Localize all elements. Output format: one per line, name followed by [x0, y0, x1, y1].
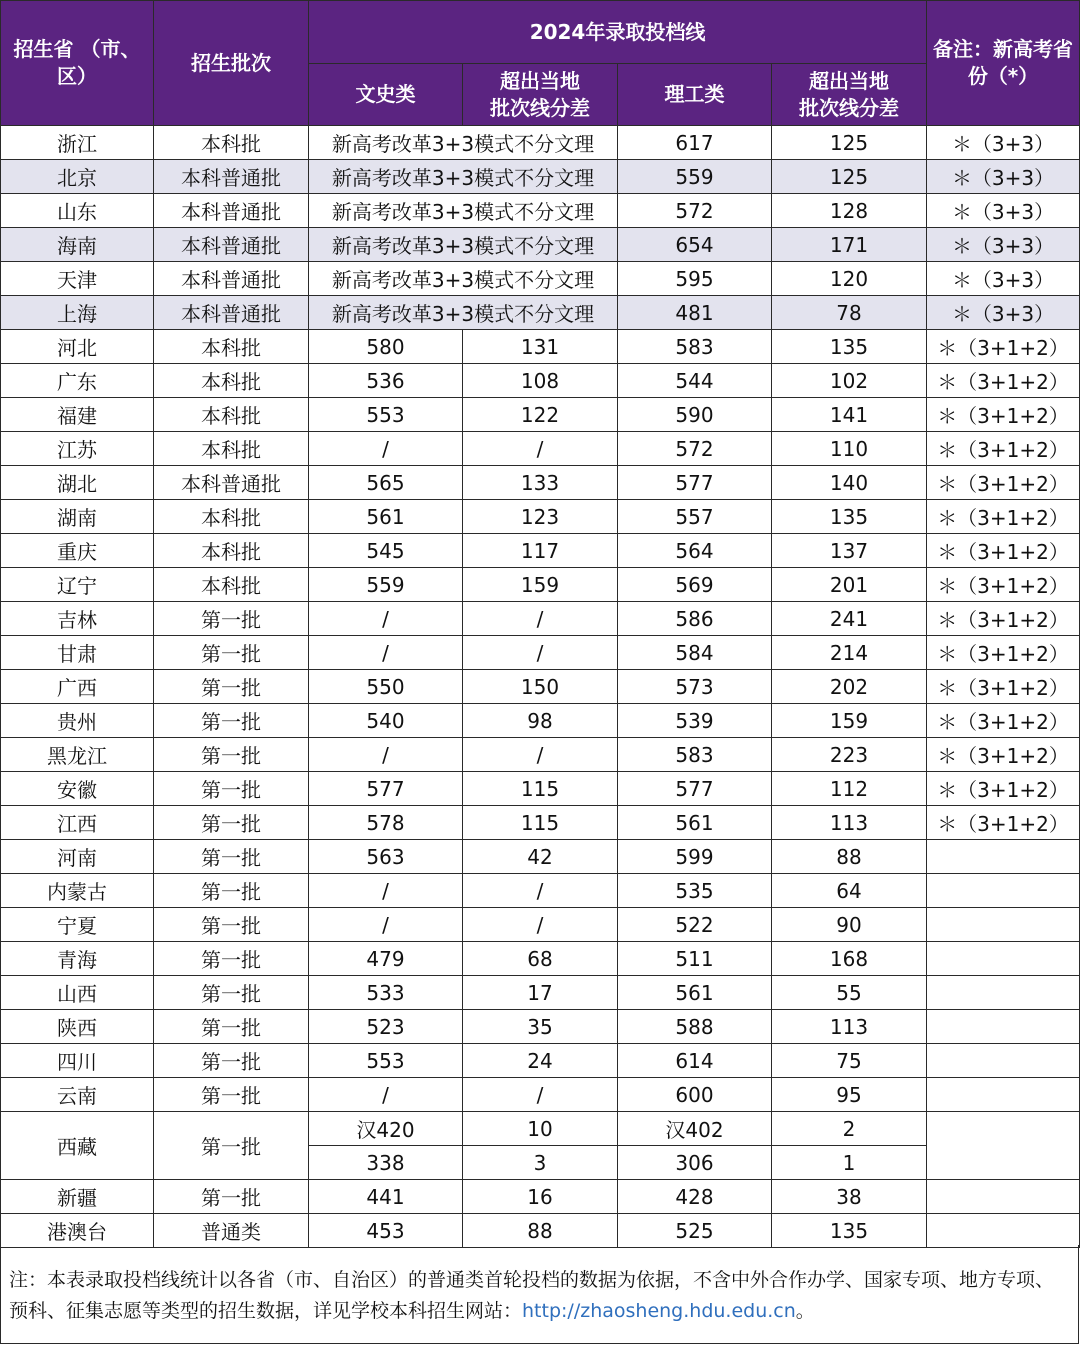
merged-liberal-cell: 新高考改革3+3模式不分文理: [309, 228, 618, 262]
province-cell: 江西: [1, 806, 154, 840]
remark-cell: [927, 908, 1080, 942]
province-cell: 山东: [1, 194, 154, 228]
table-row: [1, 908, 1080, 942]
batch-cell: 第一批: [154, 1180, 309, 1214]
remark-cell: ＊（3+3）: [927, 194, 1080, 228]
remark-cell: ＊（3+3）: [927, 160, 1080, 194]
table-row: [1, 942, 1080, 976]
science-diff-cell: 112: [772, 772, 927, 806]
remark-cell: [927, 1010, 1080, 1044]
province-cell: 河南: [1, 840, 154, 874]
batch-cell: 第一批: [154, 874, 309, 908]
liberal-score-cell: 545: [309, 534, 463, 568]
table-row: [1, 670, 1080, 704]
science-score-cell: 428: [618, 1180, 772, 1214]
science-score-cell: 577: [618, 466, 772, 500]
merged-liberal-cell: 新高考改革3+3模式不分文理: [309, 296, 618, 330]
batch-cell: 第一批: [154, 908, 309, 942]
table-row: [1, 228, 1080, 262]
science-score-cell: 572: [618, 432, 772, 466]
batch-cell: 第一批: [154, 704, 309, 738]
science-score-cell: 522: [618, 908, 772, 942]
header-province: 招生省 （市、区）: [1, 1, 154, 126]
science-score-cell: 654: [618, 228, 772, 262]
science-diff-cell: 78: [772, 296, 927, 330]
liberal-diff-cell: 35: [463, 1010, 618, 1044]
liberal-score-cell: 561: [309, 500, 463, 534]
province-cell: 广西: [1, 670, 154, 704]
science-score-cell: 614: [618, 1044, 772, 1078]
science-diff-cell: 140: [772, 466, 927, 500]
batch-cell: 本科批: [154, 126, 309, 160]
liberal-score-cell: 563: [309, 840, 463, 874]
science-score-cell: 600: [618, 1078, 772, 1112]
science-diff-cell: 201: [772, 568, 927, 602]
province-cell: 上海: [1, 296, 154, 330]
science-score-cell: 590: [618, 398, 772, 432]
remark-cell: ＊（3+1+2）: [927, 534, 1080, 568]
table-row: [1, 1044, 1080, 1078]
liberal-score-cell: 479: [309, 942, 463, 976]
batch-cell: 本科批: [154, 330, 309, 364]
header-remark: 备注：新高考省份（*）: [927, 1, 1080, 126]
liberal-score-cell: /: [309, 1078, 463, 1112]
province-cell: 新疆: [1, 1180, 154, 1214]
remark-cell: ＊（3+1+2）: [927, 772, 1080, 806]
liberal-score-cell: 441: [309, 1180, 463, 1214]
science-diff-cell: 125: [772, 160, 927, 194]
liberal-diff-cell: 16: [463, 1180, 618, 1214]
science-score-cell: 595: [618, 262, 772, 296]
science-diff-cell: 75: [772, 1044, 927, 1078]
science-diff-cell: 135: [772, 1214, 927, 1248]
science-diff-cell: 171: [772, 228, 927, 262]
science-diff-cell: 1: [772, 1146, 927, 1180]
table-row: [1, 126, 1080, 160]
province-cell: 天津: [1, 262, 154, 296]
batch-cell: 第一批: [154, 806, 309, 840]
province-cell: 山西: [1, 976, 154, 1010]
remark-cell: ＊（3+3）: [927, 296, 1080, 330]
batch-cell: 本科普通批: [154, 296, 309, 330]
liberal-diff-cell: 42: [463, 840, 618, 874]
table-row: [1, 364, 1080, 398]
remark-cell: ＊（3+3）: [927, 126, 1080, 160]
science-score-cell: 617: [618, 126, 772, 160]
science-diff-cell: 113: [772, 1010, 927, 1044]
science-score-cell: 586: [618, 602, 772, 636]
remark-cell: [927, 976, 1080, 1010]
remark-cell: ＊（3+1+2）: [927, 602, 1080, 636]
province-cell: 西藏: [1, 1112, 154, 1180]
table-row: [1, 262, 1080, 296]
table-row: [1, 1214, 1080, 1248]
table-row: [1, 806, 1080, 840]
remark-cell: [927, 840, 1080, 874]
liberal-score-cell: 565: [309, 466, 463, 500]
remark-cell: [927, 1112, 1080, 1180]
science-diff-cell: 110: [772, 432, 927, 466]
science-score-cell: 525: [618, 1214, 772, 1248]
science-diff-cell: 128: [772, 194, 927, 228]
table-row: [1, 602, 1080, 636]
batch-cell: 第一批: [154, 670, 309, 704]
liberal-score-cell: /: [309, 602, 463, 636]
remark-cell: ＊（3+1+2）: [927, 704, 1080, 738]
science-diff-cell: 214: [772, 636, 927, 670]
remark-cell: ＊（3+1+2）: [927, 364, 1080, 398]
table-body: [1, 126, 1080, 1248]
science-diff-cell: 90: [772, 908, 927, 942]
science-score-cell: 564: [618, 534, 772, 568]
liberal-diff-cell: 131: [463, 330, 618, 364]
header-science-diff: 超出当地 批次线分差: [772, 64, 927, 126]
science-score-cell: 588: [618, 1010, 772, 1044]
province-cell: 吉林: [1, 602, 154, 636]
batch-cell: 第一批: [154, 1044, 309, 1078]
province-cell: 港澳台: [1, 1214, 154, 1248]
table-header: [1, 1, 1080, 126]
batch-cell: 本科普通批: [154, 228, 309, 262]
table-row: [1, 772, 1080, 806]
remark-cell: ＊（3+3）: [927, 262, 1080, 296]
table-row: [1, 1078, 1080, 1112]
science-diff-cell: 102: [772, 364, 927, 398]
liberal-score-cell: /: [309, 908, 463, 942]
science-diff-cell: 64: [772, 874, 927, 908]
footnote-tail: 。: [795, 1300, 815, 1322]
table-row: [1, 1010, 1080, 1044]
liberal-score-cell: /: [309, 636, 463, 670]
province-cell: 甘肃: [1, 636, 154, 670]
table-row: [1, 160, 1080, 194]
admissions-website-link[interactable]: http://zhaosheng.hdu.edu.cn: [522, 1300, 796, 1322]
liberal-score-cell: 533: [309, 976, 463, 1010]
liberal-score-cell: 578: [309, 806, 463, 840]
batch-cell: 本科批: [154, 432, 309, 466]
remark-cell: ＊（3+1+2）: [927, 330, 1080, 364]
remark-cell: [927, 1078, 1080, 1112]
liberal-score-cell: 453: [309, 1214, 463, 1248]
batch-cell: 普通类: [154, 1214, 309, 1248]
batch-cell: 第一批: [154, 1010, 309, 1044]
table-row: [1, 330, 1080, 364]
science-score-cell: 584: [618, 636, 772, 670]
batch-cell: 本科批: [154, 398, 309, 432]
batch-cell: 本科普通批: [154, 160, 309, 194]
liberal-diff-cell: 68: [463, 942, 618, 976]
table-row: [1, 704, 1080, 738]
science-diff-cell: 223: [772, 738, 927, 772]
remark-cell: [927, 942, 1080, 976]
province-cell: 海南: [1, 228, 154, 262]
remark-cell: ＊（3+1+2）: [927, 738, 1080, 772]
science-diff-cell: 113: [772, 806, 927, 840]
province-cell: 云南: [1, 1078, 154, 1112]
science-score-cell: 汉402: [618, 1112, 772, 1146]
science-diff-cell: 241: [772, 602, 927, 636]
header-year-title: 2024年录取投档线: [309, 1, 927, 64]
liberal-diff-cell: 123: [463, 500, 618, 534]
remark-cell: ＊（3+1+2）: [927, 466, 1080, 500]
remark-cell: [927, 1044, 1080, 1078]
science-diff-cell: 88: [772, 840, 927, 874]
liberal-diff-cell: /: [463, 602, 618, 636]
liberal-score-cell: 540: [309, 704, 463, 738]
science-score-cell: 544: [618, 364, 772, 398]
province-cell: 北京: [1, 160, 154, 194]
remark-cell: ＊（3+1+2）: [927, 432, 1080, 466]
liberal-diff-cell: /: [463, 874, 618, 908]
science-score-cell: 583: [618, 330, 772, 364]
liberal-diff-cell: 115: [463, 772, 618, 806]
science-score-cell: 535: [618, 874, 772, 908]
science-score-cell: 306: [618, 1146, 772, 1180]
footnote-text: 注：本表录取投档线统计以各省（市、自治区）的普通类首轮投档的数据为依据，不含中外合作办学、国家专项、地方专项、预科、征集志愿等类型的招生数据，详见学校本科招生网站：: [9, 1269, 1055, 1322]
science-diff-cell: 135: [772, 330, 927, 364]
liberal-score-cell: /: [309, 874, 463, 908]
science-score-cell: 573: [618, 670, 772, 704]
merged-liberal-cell: 新高考改革3+3模式不分文理: [309, 160, 618, 194]
table-row: [1, 466, 1080, 500]
science-diff-cell: 137: [772, 534, 927, 568]
table-row: [1, 296, 1080, 330]
science-diff-cell: 125: [772, 126, 927, 160]
remark-cell: ＊（3+1+2）: [927, 806, 1080, 840]
remark-cell: ＊（3+3）: [927, 228, 1080, 262]
batch-cell: 第一批: [154, 1078, 309, 1112]
batch-cell: 第一批: [154, 772, 309, 806]
science-score-cell: 539: [618, 704, 772, 738]
remark-cell: ＊（3+1+2）: [927, 398, 1080, 432]
remark-cell: [927, 1180, 1080, 1214]
province-cell: 湖北: [1, 466, 154, 500]
table-row: [1, 976, 1080, 1010]
liberal-score-cell: 汉420: [309, 1112, 463, 1146]
batch-cell: 本科批: [154, 568, 309, 602]
liberal-diff-cell: 24: [463, 1044, 618, 1078]
liberal-diff-cell: 115: [463, 806, 618, 840]
province-cell: 重庆: [1, 534, 154, 568]
province-cell: 四川: [1, 1044, 154, 1078]
liberal-diff-cell: /: [463, 738, 618, 772]
science-diff-cell: 141: [772, 398, 927, 432]
batch-cell: 第一批: [154, 942, 309, 976]
province-cell: 河北: [1, 330, 154, 364]
liberal-score-cell: 559: [309, 568, 463, 602]
science-score-cell: 481: [618, 296, 772, 330]
batch-cell: 第一批: [154, 602, 309, 636]
science-diff-cell: 2: [772, 1112, 927, 1146]
table-row: [1, 874, 1080, 908]
province-cell: 江苏: [1, 432, 154, 466]
remark-cell: [927, 874, 1080, 908]
batch-cell: 本科批: [154, 500, 309, 534]
batch-cell: 本科批: [154, 534, 309, 568]
science-score-cell: 572: [618, 194, 772, 228]
batch-cell: 第一批: [154, 840, 309, 874]
batch-cell: 本科普通批: [154, 466, 309, 500]
liberal-score-cell: 536: [309, 364, 463, 398]
table-row: [1, 194, 1080, 228]
batch-cell: 本科普通批: [154, 194, 309, 228]
province-cell: 陕西: [1, 1010, 154, 1044]
table-row: [1, 432, 1080, 466]
table-row: [1, 1180, 1080, 1214]
liberal-score-cell: 338: [309, 1146, 463, 1180]
science-score-cell: 561: [618, 806, 772, 840]
liberal-diff-cell: 10: [463, 1112, 618, 1146]
liberal-diff-cell: /: [463, 1078, 618, 1112]
remark-cell: ＊（3+1+2）: [927, 670, 1080, 704]
liberal-diff-cell: 117: [463, 534, 618, 568]
province-cell: 辽宁: [1, 568, 154, 602]
science-score-cell: 559: [618, 160, 772, 194]
science-score-cell: 583: [618, 738, 772, 772]
merged-liberal-cell: 新高考改革3+3模式不分文理: [309, 194, 618, 228]
science-diff-cell: 55: [772, 976, 927, 1010]
liberal-score-cell: 553: [309, 398, 463, 432]
batch-cell: 第一批: [154, 636, 309, 670]
header-liberal: 文史类: [309, 64, 463, 126]
science-score-cell: 557: [618, 500, 772, 534]
remark-cell: ＊（3+1+2）: [927, 636, 1080, 670]
liberal-diff-cell: 108: [463, 364, 618, 398]
province-cell: 湖南: [1, 500, 154, 534]
science-diff-cell: 168: [772, 942, 927, 976]
liberal-diff-cell: 17: [463, 976, 618, 1010]
liberal-diff-cell: 3: [463, 1146, 618, 1180]
batch-cell: 第一批: [154, 1112, 309, 1180]
province-cell: 内蒙古: [1, 874, 154, 908]
remark-cell: ＊（3+1+2）: [927, 500, 1080, 534]
header-batch: 招生批次: [154, 1, 309, 126]
liberal-diff-cell: 159: [463, 568, 618, 602]
liberal-diff-cell: 122: [463, 398, 618, 432]
province-cell: 浙江: [1, 126, 154, 160]
remark-cell: [927, 1214, 1080, 1248]
liberal-score-cell: /: [309, 738, 463, 772]
remark-cell: ＊（3+1+2）: [927, 568, 1080, 602]
science-score-cell: 577: [618, 772, 772, 806]
table-row: [1, 398, 1080, 432]
batch-cell: 第一批: [154, 976, 309, 1010]
liberal-diff-cell: 133: [463, 466, 618, 500]
header-liberal-diff: 超出当地 批次线分差: [463, 64, 618, 126]
province-cell: 青海: [1, 942, 154, 976]
batch-cell: 本科批: [154, 364, 309, 398]
province-cell: 安徽: [1, 772, 154, 806]
science-diff-cell: 159: [772, 704, 927, 738]
table-row: [1, 500, 1080, 534]
table-row: [1, 738, 1080, 772]
liberal-diff-cell: 150: [463, 670, 618, 704]
science-diff-cell: 202: [772, 670, 927, 704]
province-cell: 福建: [1, 398, 154, 432]
province-cell: 广东: [1, 364, 154, 398]
science-score-cell: 561: [618, 976, 772, 1010]
science-diff-cell: 38: [772, 1180, 927, 1214]
liberal-score-cell: 553: [309, 1044, 463, 1078]
liberal-score-cell: 523: [309, 1010, 463, 1044]
science-diff-cell: 95: [772, 1078, 927, 1112]
liberal-diff-cell: 88: [463, 1214, 618, 1248]
science-score-cell: 569: [618, 568, 772, 602]
table-row: [1, 840, 1080, 874]
table-row: [1, 534, 1080, 568]
liberal-diff-cell: /: [463, 908, 618, 942]
province-cell: 宁夏: [1, 908, 154, 942]
header-science: 理工类: [618, 64, 772, 126]
liberal-score-cell: /: [309, 432, 463, 466]
province-cell: 贵州: [1, 704, 154, 738]
science-diff-cell: 120: [772, 262, 927, 296]
batch-cell: 第一批: [154, 738, 309, 772]
liberal-score-cell: 577: [309, 772, 463, 806]
liberal-diff-cell: /: [463, 432, 618, 466]
batch-cell: 本科普通批: [154, 262, 309, 296]
merged-liberal-cell: 新高考改革3+3模式不分文理: [309, 262, 618, 296]
liberal-diff-cell: 98: [463, 704, 618, 738]
table-row: [1, 1112, 1080, 1146]
liberal-diff-cell: /: [463, 636, 618, 670]
liberal-score-cell: 550: [309, 670, 463, 704]
province-cell: 黑龙江: [1, 738, 154, 772]
merged-liberal-cell: 新高考改革3+3模式不分文理: [309, 126, 618, 160]
table-row: [1, 568, 1080, 602]
science-score-cell: 599: [618, 840, 772, 874]
science-diff-cell: 135: [772, 500, 927, 534]
footnote: [0, 1245, 1079, 1344]
science-score-cell: 511: [618, 942, 772, 976]
table-row: [1, 636, 1080, 670]
liberal-score-cell: 580: [309, 330, 463, 364]
